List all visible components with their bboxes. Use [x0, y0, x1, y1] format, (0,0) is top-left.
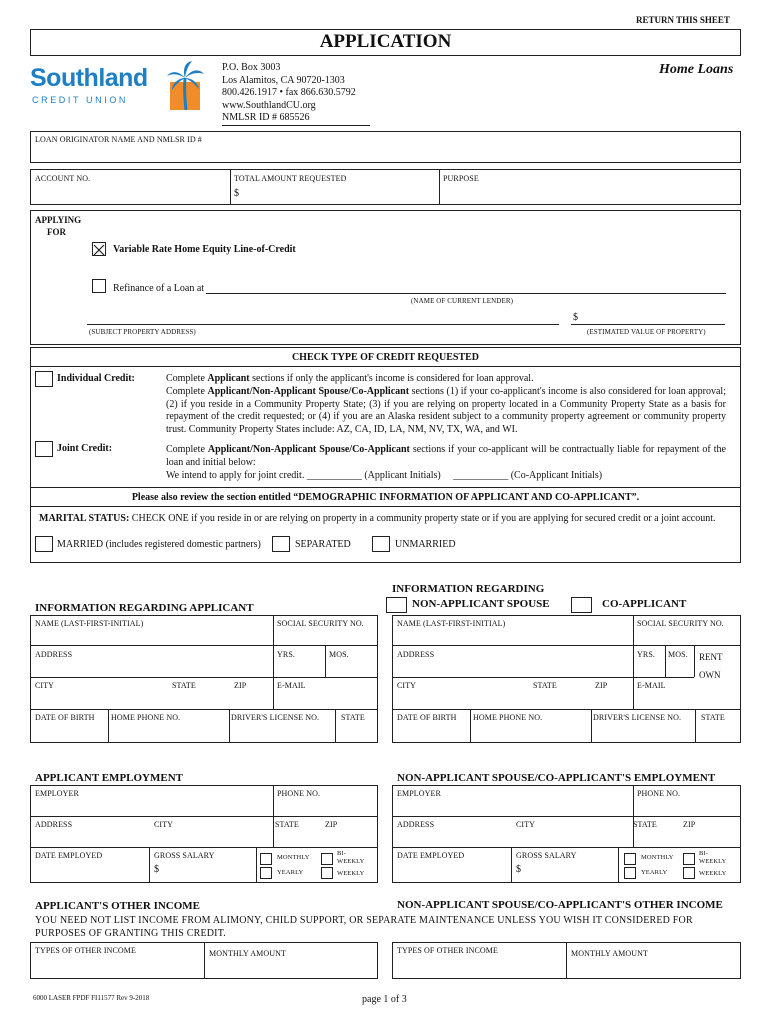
account-no-label: ACCOUNT NO. — [35, 174, 91, 183]
address-line1: P.O. Box 3003 — [222, 62, 281, 73]
divider — [591, 709, 592, 742]
divider — [393, 677, 694, 678]
divider — [273, 616, 274, 709]
applicant-yrs-label: YRS. — [277, 650, 295, 659]
nonapp-home-phone-label: HOME PHONE NO. — [473, 713, 543, 722]
palm-tree-icon — [164, 60, 206, 112]
property-value-caption: (ESTIMATED VALUE OF PROPERTY) — [587, 328, 706, 336]
nonapp-license-state-label: STATE — [701, 713, 725, 722]
divider — [633, 786, 634, 847]
emp-phone-label: PHONE NO. — [277, 789, 321, 798]
emp-employer-label: EMPLOYER — [35, 789, 79, 798]
text-run: Applicant/Non-Applicant Spouse/Co-Applicant — [207, 385, 410, 397]
emp-salary-label: GROSS SALARY — [154, 851, 215, 860]
applicant-license-state-label: STATE — [341, 713, 365, 722]
emp-date-label: DATE EMPLOYED — [35, 851, 103, 860]
divider — [566, 943, 567, 978]
emp-biweekly-label — [337, 850, 364, 866]
emp-weekly-label: WEEKLY — [337, 870, 365, 877]
page-number: page 1 of 3 — [362, 994, 407, 1005]
demographic-note: Please also review the section entitled “DEMOGRAPHIC INFORMATION OF APPLICANT AND CO-APPLICANT”. — [131, 492, 640, 503]
divider — [695, 709, 696, 742]
divider — [204, 943, 205, 978]
text-run: Complete — [166, 444, 208, 455]
nonapp-name-label: NAME (LAST-FIRST-INITIAL) — [397, 619, 506, 628]
applying-label: APPLYING — [35, 215, 82, 225]
applicant-employment-heading: APPLICANT EMPLOYMENT — [35, 772, 183, 784]
nonapp-mos-label: MOS. — [668, 650, 688, 659]
divider — [31, 816, 377, 817]
applicant-mos-label: MOS. — [329, 650, 349, 659]
emp-address-label: ADDRESS — [35, 820, 73, 829]
divider — [618, 847, 619, 882]
applicant-employment-grid — [30, 785, 378, 883]
nonapp-emp-city-label: CITY — [516, 820, 536, 829]
marital-status-text — [39, 513, 739, 524]
other-income-notice: YOU NEED NOT LIST INCOME FROM ALIMONY, CHILD SUPPORT, OR SEPARATE MAINTENANCE UNLESS YOU WISH IT CONSIDERED FOR PURPOSES OF GRANTING THIS CREDIT. — [35, 915, 693, 939]
nmlsr-underline — [222, 125, 370, 126]
nonapp-dob-label: DATE OF BIRTH — [397, 713, 457, 722]
emp-zip-label: ZIP — [325, 820, 338, 829]
lender-caption: (NAME OF CURRENT LENDER) — [411, 297, 514, 305]
emp-state-label: STATE — [275, 820, 299, 829]
nonapp-emp-salary-label: GROSS SALARY — [516, 851, 577, 860]
applicant-ssn-label: SOCIAL SECURITY NO. — [277, 619, 364, 628]
applicant-state-label: STATE — [172, 681, 196, 690]
checkmark-x-icon — [93, 244, 105, 256]
emp-biweekly-checkbox[interactable] — [321, 853, 333, 865]
title-bar — [30, 29, 741, 56]
nonapp-email-label: E-MAIL — [637, 681, 666, 690]
loan-originator-field[interactable] — [30, 131, 741, 163]
divider — [256, 847, 257, 882]
heloc-checkbox[interactable] — [92, 242, 106, 256]
applicant-zip-label: ZIP — [234, 681, 247, 690]
divider — [694, 645, 695, 677]
purpose-label: PURPOSE — [443, 174, 479, 183]
text-run: Complete — [166, 373, 208, 384]
nonapp-emp-address-label: ADDRESS — [397, 820, 435, 829]
nonapp-emp-salary-dollar: $ — [516, 864, 521, 875]
separated-label: SEPARATED — [295, 539, 351, 550]
refinance-checkbox[interactable] — [92, 279, 106, 293]
nonapp-other-income-heading: NON-APPLICANT SPOUSE/CO-APPLICANT'S OTHER INCOME — [397, 899, 723, 911]
nonapp-other-income-grid — [392, 942, 741, 979]
text-run: Complete — [166, 385, 208, 397]
applicant-other-types-label: TYPES OF OTHER INCOME — [35, 946, 136, 955]
total-amount-label: TOTAL AMOUNT REQUESTED — [234, 174, 347, 183]
applicant-other-monthly-label: MONTHLY AMOUNT — [209, 949, 286, 958]
applicant-address-label: ADDRESS — [35, 650, 73, 659]
divider — [393, 645, 740, 646]
applicant-dob-label: DATE OF BIRTH — [35, 713, 95, 722]
emp-salary-dollar: $ — [154, 864, 159, 875]
applicant-other-income-grid — [30, 942, 378, 979]
applicant-other-income-heading: APPLICANT'S OTHER INCOME — [35, 900, 201, 912]
nonapp-biweekly-checkbox[interactable] — [683, 853, 695, 865]
logo-subtitle: CREDIT UNION — [32, 95, 129, 105]
credit-union-address — [222, 62, 356, 112]
non-applicant-spouse-checkbox[interactable] — [386, 597, 407, 613]
divider — [393, 709, 740, 710]
property-value-line[interactable] — [571, 324, 725, 325]
nonapp-emp-date-label: DATE EMPLOYED — [397, 851, 465, 860]
rent-label: RENT — [699, 652, 723, 662]
nonapp-license-label: DRIVER'S LICENSE NO. — [593, 713, 682, 722]
nmlsr-id: NMLSR ID # 685526 — [222, 112, 310, 123]
property-value-dollar: $ — [573, 312, 578, 323]
nonapp-monthly-checkbox[interactable] — [624, 853, 636, 865]
joint-credit-label: Joint Credit: — [57, 443, 113, 454]
married-label: MARRIED (includes registered domestic partners) — [57, 539, 261, 550]
divider — [393, 847, 740, 848]
applicant-city-label: CITY — [35, 681, 55, 690]
applicant-license-label: DRIVER'S LICENSE NO. — [231, 713, 320, 722]
emp-weekly-checkbox[interactable] — [321, 867, 333, 879]
text-run: CHECK ONE if you reside in or are relying on property in a community property state or if you are applying for secured credit or a joint account. — [129, 513, 716, 524]
nonapp-other-monthly-label: MONTHLY AMOUNT — [571, 949, 648, 958]
loan-originator-label: LOAN ORIGINATOR NAME AND NMLSR ID # — [35, 135, 202, 144]
address-line2: Los Alamitos, CA 90720-1303 — [222, 74, 345, 86]
divider — [31, 487, 740, 488]
joint-credit-checkbox[interactable] — [35, 441, 53, 457]
nonapp-employment-grid — [392, 785, 741, 883]
southland-logo — [30, 62, 210, 112]
divider — [230, 170, 231, 204]
divider — [108, 709, 109, 742]
heloc-option-label: Variable Rate Home Equity Line-of-Credit — [113, 244, 296, 255]
text-run: sections if only the applicant's income is considered for loan approval. — [249, 373, 534, 384]
nonapp-weekly-checkbox[interactable] — [683, 867, 695, 879]
emp-monthly-checkbox[interactable] — [260, 853, 272, 865]
nonapp-zip-label: ZIP — [595, 681, 608, 690]
co-applicant-label: CO-APPLICANT — [602, 598, 687, 610]
divider — [511, 847, 512, 882]
nonapp-emp-zip-label: ZIP — [683, 820, 696, 829]
text-run: BI- — [699, 850, 708, 857]
total-amount-dollar: $ — [234, 188, 239, 199]
nonapp-yearly-label: YEARLY — [641, 869, 668, 876]
divider — [393, 816, 740, 817]
divider — [31, 677, 377, 678]
emp-yearly-label: YEARLY — [277, 869, 304, 876]
co-applicant-checkbox[interactable] — [571, 597, 592, 613]
divider — [31, 709, 377, 710]
own-label: OWN — [699, 670, 721, 680]
nonapp-city-label: CITY — [397, 681, 417, 690]
divider — [665, 645, 666, 677]
unmarried-label: UNMARRIED — [395, 539, 456, 550]
nonapp-ssn-label: SOCIAL SECURITY NO. — [637, 619, 724, 628]
marital-label: MARITAL STATUS: — [39, 513, 130, 524]
property-address-caption: (SUBJECT PROPERTY ADDRESS) — [89, 328, 196, 336]
individual-credit-text — [166, 373, 726, 437]
nonapp-info-grid — [392, 615, 741, 743]
divider — [229, 709, 230, 742]
nonapp-other-types-label: TYPES OF OTHER INCOME — [397, 946, 498, 955]
individual-credit-checkbox[interactable] — [35, 371, 53, 387]
nonapp-yearly-checkbox[interactable] — [624, 867, 636, 879]
page-title: APPLICATION — [319, 31, 452, 52]
text-run: Applicant/Non-Applicant Spouse/Co-Applicant — [207, 444, 410, 455]
divider — [149, 847, 150, 882]
individual-credit-label: Individual Credit: — [57, 373, 135, 384]
divider — [31, 847, 377, 848]
property-address-line[interactable] — [87, 324, 559, 325]
page-subtitle: Home Loans — [659, 62, 734, 77]
divider — [633, 616, 634, 709]
unmarried-checkbox[interactable] — [372, 536, 390, 552]
divider — [470, 709, 471, 742]
nonapp-info-heading: INFORMATION REGARDING — [392, 583, 545, 595]
text-run: Applicant — [207, 373, 250, 384]
married-checkbox[interactable] — [35, 536, 53, 552]
emp-monthly-label: MONTHLY — [277, 854, 310, 861]
divider — [273, 786, 274, 847]
separated-checkbox[interactable] — [272, 536, 290, 552]
logo-name: Southland — [30, 64, 148, 92]
emp-city-label: CITY — [154, 820, 174, 829]
text-run: WEEKLY — [337, 858, 365, 865]
for-label: FOR — [47, 227, 66, 237]
form-id: 6000 LASER FPDF FI11577 Rev 9-2018 — [33, 994, 150, 1002]
divider — [31, 506, 740, 507]
nonapp-biweekly-label — [699, 850, 726, 866]
nonapp-emp-state-label: STATE — [633, 820, 657, 829]
nonapp-yrs-label: YRS. — [637, 650, 655, 659]
non-applicant-spouse-label: NON-APPLICANT SPOUSE — [412, 598, 550, 610]
applicant-name-label: NAME (LAST-FIRST-INITIAL) — [35, 619, 144, 628]
nonapp-address-label: ADDRESS — [397, 650, 435, 659]
nonapp-employment-heading: NON-APPLICANT SPOUSE/CO-APPLICANT'S EMPLOYMENT — [397, 772, 716, 784]
divider — [325, 645, 326, 677]
lender-line[interactable] — [206, 293, 726, 294]
applicant-email-label: E-MAIL — [277, 681, 306, 690]
nonapp-state-label: STATE — [533, 681, 557, 690]
joint-initials-line[interactable]: We intend to apply for joint credit. ___________ (Applicant Initials) ___________ (Co-Applicant Initials) — [166, 469, 603, 481]
applicant-info-heading: INFORMATION REGARDING APPLICANT — [35, 602, 254, 614]
phone-line: 800.426.1917 • fax 866.630.5792 — [222, 87, 356, 98]
website: www.SouthlandCU.org — [222, 99, 316, 111]
divider — [439, 170, 440, 204]
nonapp-emp-employer-label: EMPLOYER — [397, 789, 441, 798]
nonapp-weekly-label: WEEKLY — [699, 870, 727, 877]
applying-for-section — [30, 210, 741, 345]
text-run: BI- — [337, 850, 346, 857]
emp-yearly-checkbox[interactable] — [260, 867, 272, 879]
text-run: WEEKLY — [699, 858, 727, 865]
applicant-home-phone-label: HOME PHONE NO. — [111, 713, 181, 722]
divider — [31, 366, 740, 367]
text-run: sections (1) if your co-applicant's income is also considered for loan approval; (2) if you reside in a Community Property State; (3) if you are relying on property located in a Community Property State as a basis for repayment of the credit requested; or (4) if you are an Alaska resident subject to a community property agreement or community property trust. Community Property States include: AZ, CA, ID, LA, NM, NV, TX, WA, and WI. — [166, 385, 726, 436]
return-note: RETURN THIS SHEET — [636, 15, 730, 25]
refinance-option-label: Refinance of a Loan at — [113, 283, 205, 294]
applicant-info-grid — [30, 615, 378, 743]
credit-type-heading: CHECK TYPE OF CREDIT REQUESTED — [291, 352, 480, 363]
divider — [335, 709, 336, 742]
joint-credit-text — [166, 444, 726, 482]
nonapp-emp-phone-label: PHONE NO. — [637, 789, 681, 798]
credit-type-section — [30, 347, 741, 563]
account-row — [30, 169, 741, 205]
nonapp-monthly-label: MONTHLY — [641, 854, 674, 861]
text-run: sections if your co-applicant will be contractually liable for repayment of the loan and initial below: — [166, 444, 726, 468]
